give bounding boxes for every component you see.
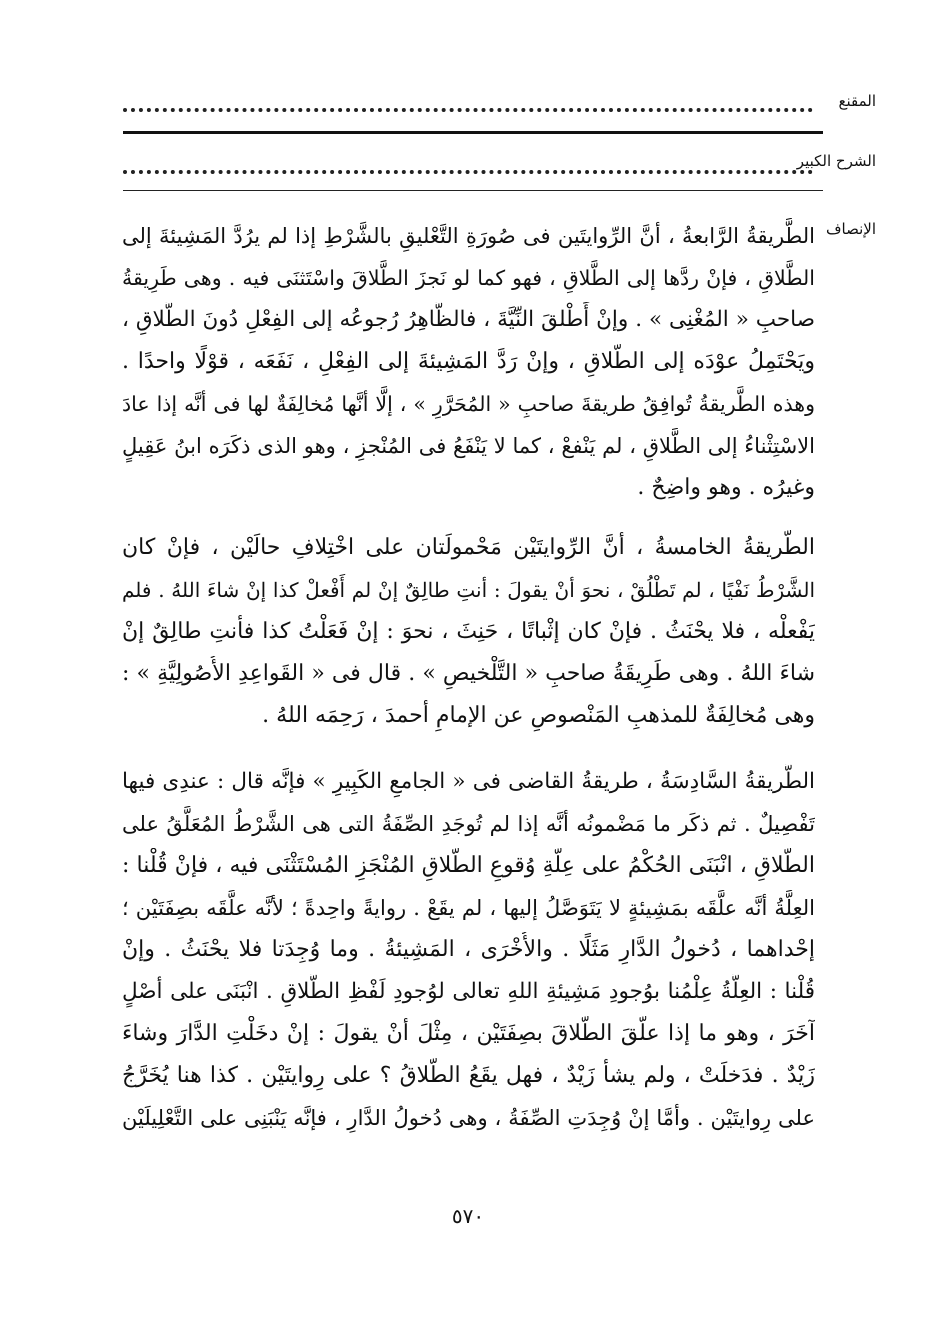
text-line: ويَحْتَمِلُ عوْدَه إلى الطَّلاقِ ، وإنْ رَدَّ المَشِيئةَ إلى الفِعْلِ ، نَفَعَه ، قوْلًا واحدًا . [122,349,815,374]
text-line: على رِوايتَيْن . وأمَّا إنْ وُجِدَتِ الصِّفَةُ ، وهى دُخولُ الدَّارِ ، فإنَّه يَنْبَنِى على التَّعْلِيلَيْن [122,1106,815,1130]
text-line: الطَّريقةُ السَّادِسَةُ ، طريقةُ القاضى فى « الجامعِ الكَبِيرِ » فإنَّه قال : عندِى فيها [122,769,815,794]
text-line: وغيرُه . وهو واضِحٌ . [637,475,815,500]
text-line: وهى مُخالِفَةٌ للمذهبِ المَنْصوصِ عن الإمامِ أحمدَ ، رَحِمَه اللهُ . [262,703,815,728]
label-insaf: الإنصاف [825,220,876,238]
text-line: العِلَّةُ أنَّه علَّقَه بمَشِيئةٍ لا يَتَوَصَّلُ إليها ، لم يقَعْ . روايةً واحِدةً ؛ لأنَّه علَّقَه بصِفَتَيْن ؛ [122,896,815,920]
text-line: تَفْصِيلٌ . ثم ذكَر ما مَضْمونُه أنَّه إذا لم تُوجَدِ الصِّفَةُ التى هى الشَّرْطُ المُعَلَّقُ على [122,812,815,836]
text-line: يَفْعلْه ، فلا يحْنَثُ . فإنْ كان إثْباتًا ، حَنِثَ ، نحوَ : إنْ فَعَلْتُ كذا فأنتِ طالِقٌ إنْ [122,619,815,644]
text-line: قُلْنا : العِلَّةُ عِلْمُنا بوُجودِ مَشِيئةِ اللهِ تعالى لوُجودِ لَفْظِ الطَّلاقِ . انْبَنَى على أصْلٍ [122,979,815,1004]
section-divider-thick [123,131,823,134]
text-line: شاءَ اللهُ . وهى طَرِيقَةُ صاحبِ « التَّلْخيصِ » . قال فى « القَواعِدِ الأُصُولِيَّةِ » : [122,661,815,686]
muqni-dotted-line [123,108,813,112]
text-line: زَيْدٌ . فدَخلَتْ ، ولم يشأْ زَيْدٌ ، فهل يقَعُ الطَّلاقُ ؟ على رِوايتَيْن . كذا هنا يُخَرَّجُ [122,1063,815,1088]
label-muqni: المقنع [838,92,876,110]
text-line: الطَّلاقِ ، انْبَنَى الحُكْمُ على عِلَّةِ وُقوعِ الطَّلاقِ المُنْجَزِ المُسْتَثْنَى فيه ، فإنْ قُلْنا : [122,853,815,878]
label-sharh-kabir: الشرح الكبير [796,152,876,170]
text-line: آخَرَ ، وهو ما إذا علَّقَ الطَّلاقَ بصِفَتَيْن ، مِثْلَ أنْ يقولَ : إنْ دخَلْتِ الدَّارَ وشاءَ [122,1021,815,1046]
text-line: صاحبِ « المُغْنِى » . وإنْ أَطْلقَ النِّيَّةَ ، فالظَّاهِرُ رُجوعُه إلى الفِعْلِ دُونَ الطَّلاقِ ، [122,307,815,332]
text-line: الشَّرْطُ نَفْيًا ، لم تَطْلُقْ ، نحوَ أنْ يقولَ : أنتِ طالِقٌ إنْ لم أَفْعلْ كذا إنْ شاءَ اللهُ . فلم [122,578,815,602]
text-line: الاسْتِثْناءُ إلى الطَّلاقِ ، لم يَنْفعْ ، كما لا يَنْفَعُ فى المُنْجزِ ، وهو الذى ذكَرَه ابنُ عَقِيلٍ [122,434,815,458]
text-line: الطَّريقةُ الرَّابعةُ ، أنَّ الرِّوايتَين فى صُورَةِ التَّعْليقِ بالشَّرْطِ إذا لم يرُدَّ المَشِيئةَ إلى [122,224,815,248]
text-line: إحْداهما ، دُخولُ الدَّارِ مَثَلًا . والأُخْرَى ، المَشِيئةُ . وما وُجِدَتا فلا يحْنَثُ . وإنْ [122,937,815,962]
page-number: ٥٧٠ [451,1204,485,1228]
text-line: وهذه الطَّريقةُ تُوافِقُ طريقةَ صاحبِ « المُحَرَّرِ » ، إلَّا أنَّها مُخالِفَةٌ لها فى أنَّه إذا عادَ [122,392,815,416]
text-line: الطَّريقةُ الخامسةُ ، أنَّ الرِّوايتَيْن مَحْمولَتان على اخْتِلافِ حالَيْن ، فإنْ كان [122,535,815,560]
sharh-dotted-line [123,170,813,174]
text-line: الطَّلاقِ ، فإنْ ردَّها إلى الطَّلاقِ ، فهو كما لو نَجزَ الطَّلاقَ واسْتَثنَى فيه . وهى طَرِيقةُ [122,266,815,290]
section-divider-thin [123,190,823,191]
